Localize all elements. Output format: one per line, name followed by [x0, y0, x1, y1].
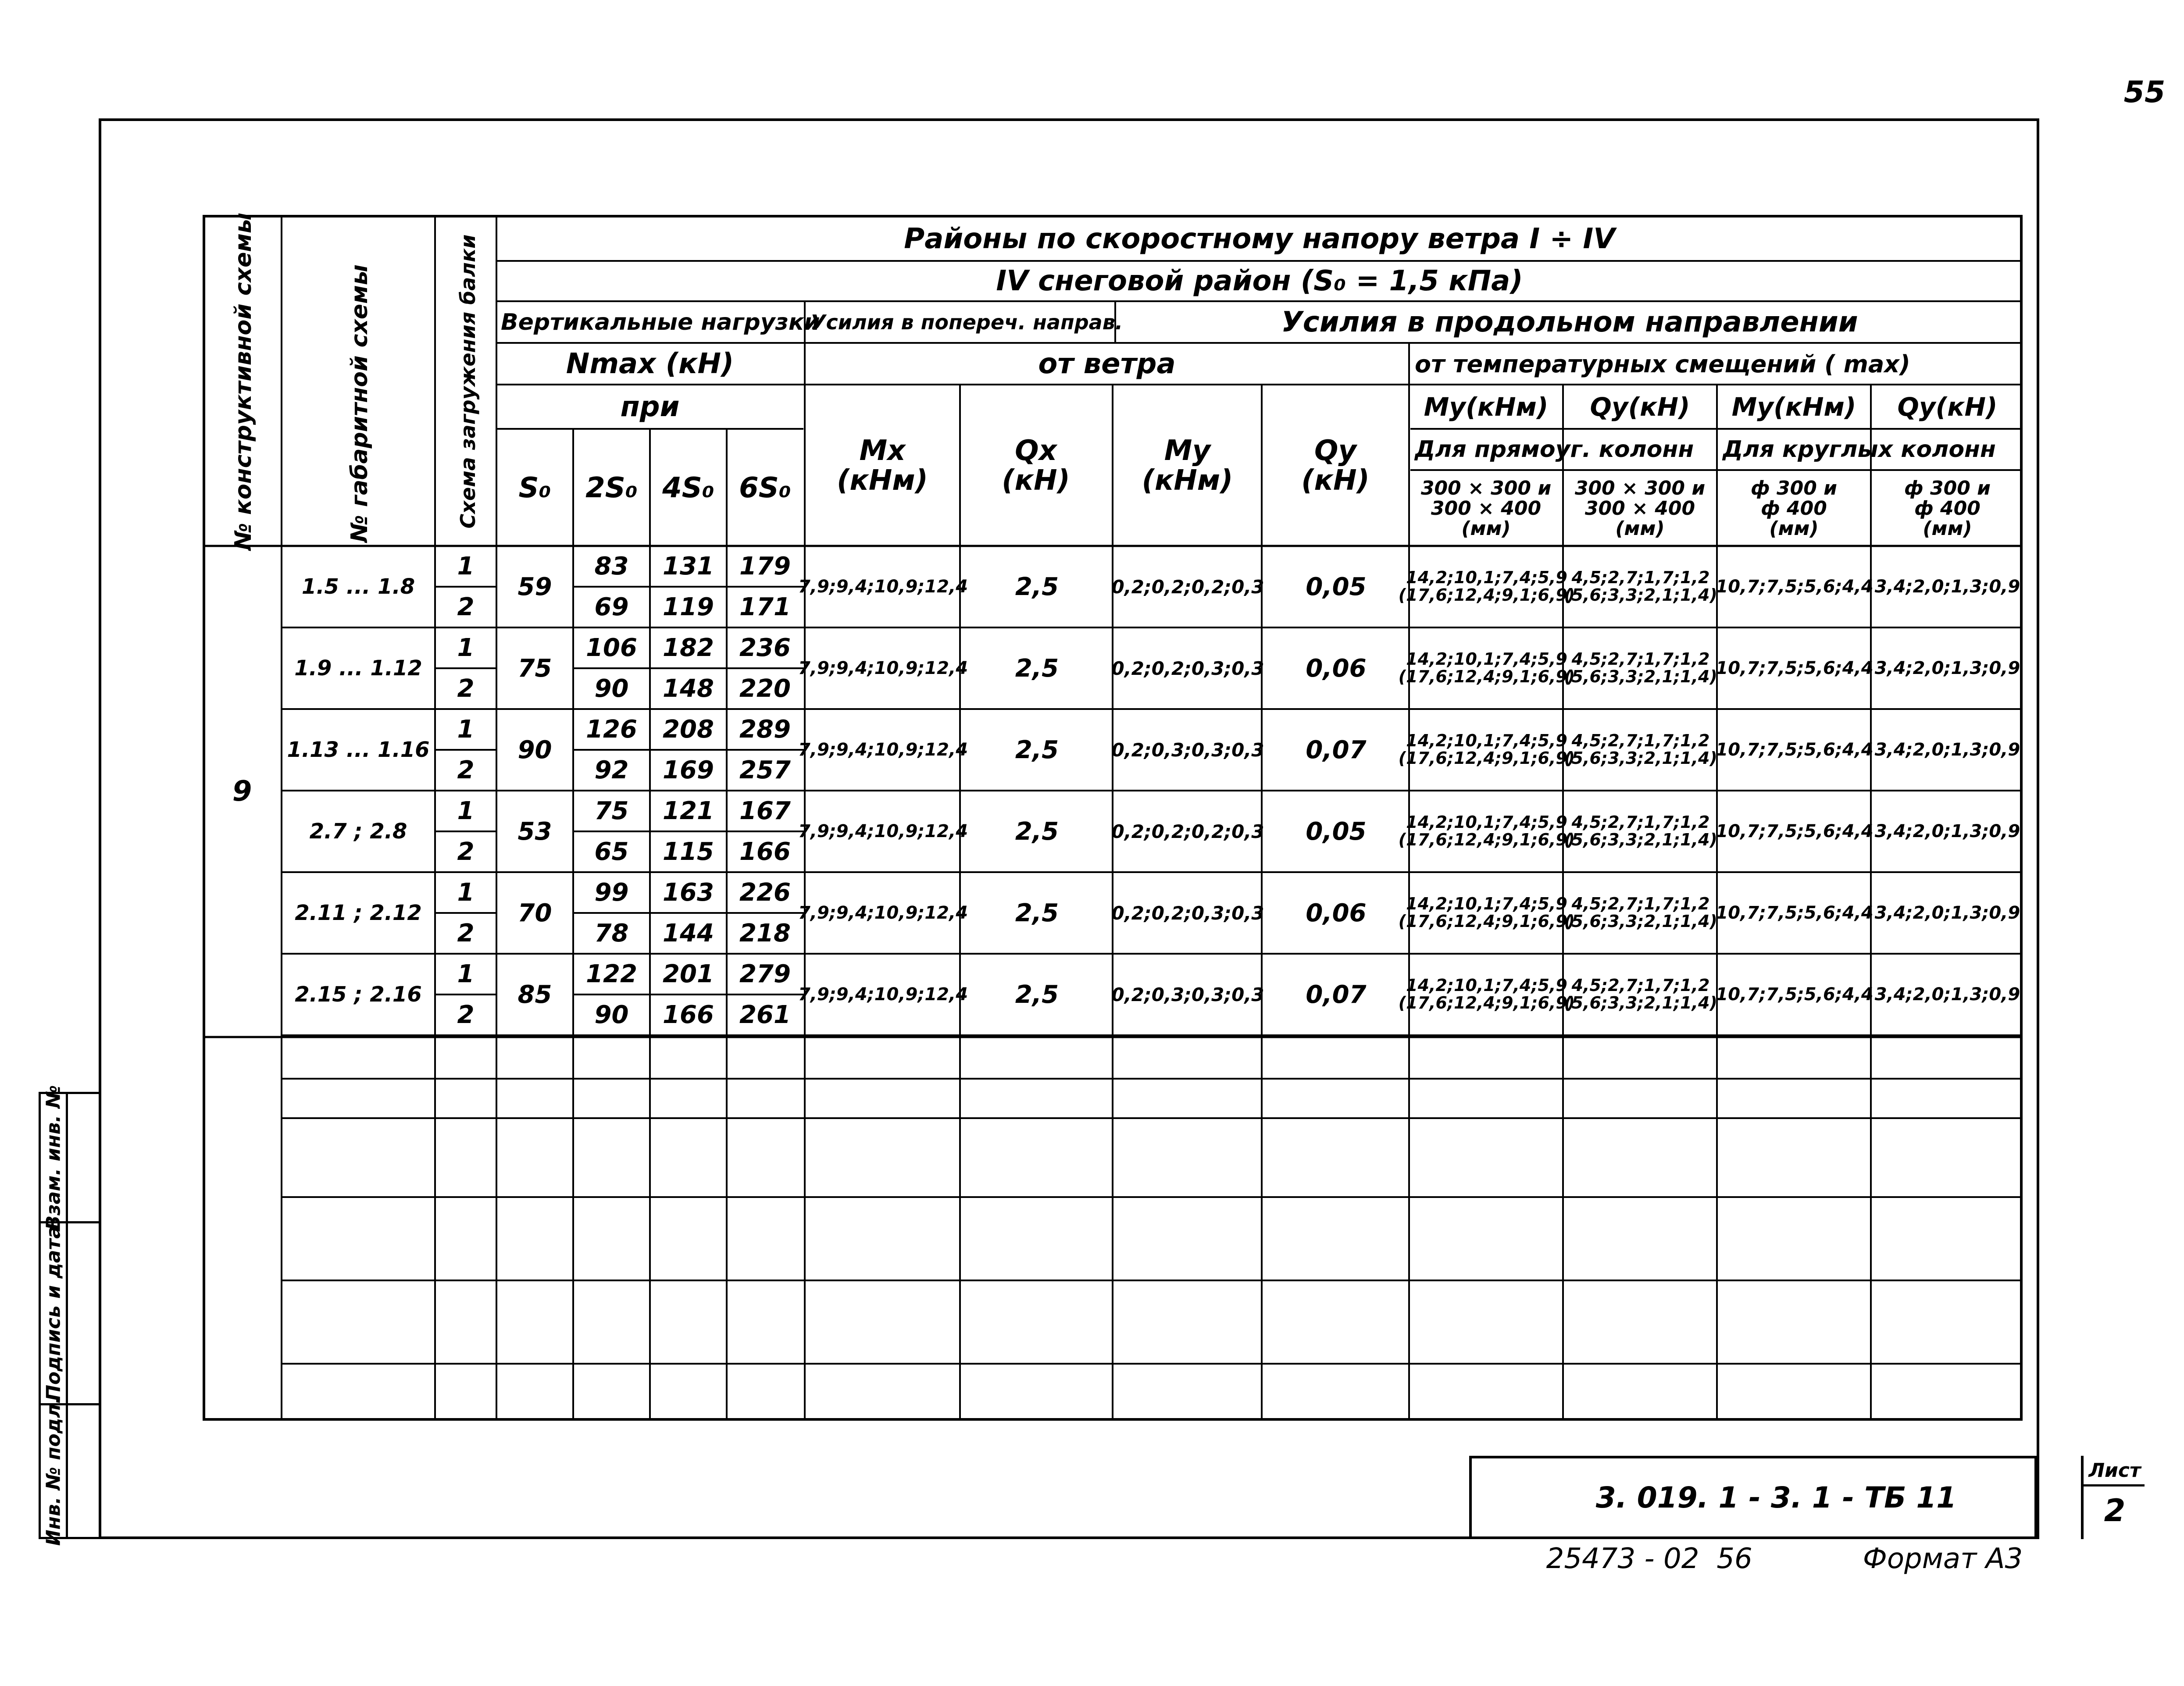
n-6s0-value: 171 [739, 593, 791, 621]
cell-line: (17,6;12,4;9,1;6,9) [1398, 749, 1575, 768]
qy-temp-rect-header: Qy(кН) [1590, 392, 1690, 422]
n-6s0-value: 279 [739, 960, 791, 988]
page-number: 55 [2123, 75, 2166, 110]
load-scheme: 1 [457, 878, 475, 907]
qx-label: Qx [1015, 435, 1057, 467]
qy-temp-round-header: Qy(кН) [1897, 392, 1998, 422]
load-scheme: 1 [457, 715, 475, 744]
n-4s0-value: 166 [663, 1001, 714, 1029]
load-scheme: 2 [457, 593, 475, 621]
temp-qy-rect [1564, 872, 1717, 954]
load-scheme: 2 [457, 756, 475, 784]
n-6s0-value: 218 [739, 919, 791, 948]
wind-mx: 7,9;9,4;10,9;12,4 [798, 577, 968, 597]
n-2s0-value: 126 [586, 715, 637, 744]
cell-line: (5,6;3,3;2,1;1,4) [1564, 993, 1717, 1012]
rect-size-header [1410, 471, 1562, 546]
n-2s0-value: 65 [594, 838, 629, 866]
crane-scheme-header: Схема загружения балки [456, 234, 480, 529]
n-s0-value: 75 [517, 654, 552, 683]
round-size-b: ф 400 [1914, 497, 1981, 520]
side-stamp-vzam: Взам. инв. № [42, 1085, 65, 1230]
round-size-mm: (мм) [1769, 517, 1819, 540]
n-2s0-value: 90 [594, 1001, 629, 1029]
cell-line: 4,5;2,7;1,7;1,2 [1571, 976, 1710, 995]
load-scheme: 2 [457, 1001, 475, 1029]
doc-number: 25473 - 02 [1546, 1543, 1699, 1575]
temp-qy-rect [1564, 627, 1717, 709]
wind-header: от ветра [1038, 348, 1176, 380]
qy-unit: (кН) [1301, 464, 1370, 497]
wind-mx: 7,9;9,4;10,9;12,4 [798, 658, 968, 678]
n-6s0-value: 179 [739, 552, 791, 581]
mx-unit: (кНм) [837, 464, 928, 497]
dimension-scheme: 1.13 ... 1.16 [287, 738, 430, 762]
wind-qx: 2,5 [1015, 735, 1059, 764]
round-size-header [1718, 471, 1870, 546]
qx-unit: (кН) [1002, 464, 1070, 497]
temp-my-round: 10,7;7,5;5,6;4,4 [1716, 740, 1874, 760]
round-size-header-2 [1872, 471, 2023, 546]
n-2s0-value: 75 [594, 797, 629, 825]
n-6s0-value: 257 [739, 756, 791, 784]
temp-my-round: 10,7;7,5;5,6;4,4 [1716, 658, 1874, 678]
n-2s0-value: 106 [586, 634, 637, 662]
qy-label: Qy [1314, 435, 1357, 467]
wind-qy: 0,07 [1306, 735, 1367, 764]
wind-qx: 2,5 [1015, 817, 1059, 846]
col-s0: S₀ [518, 471, 551, 504]
mx-label: Mx [859, 435, 906, 467]
side-stamp-inv: Инв. № подл. [42, 1396, 65, 1546]
drawing-code: 3. 019. 1 - 3. 1 - ТБ 11 [1595, 1480, 1957, 1515]
cell-line: 4,5;2,7;1,7;1,2 [1571, 731, 1710, 751]
cell-line: (5,6;3,3;2,1;1,4) [1564, 749, 1717, 768]
n-6s0-value: 166 [739, 838, 791, 866]
n-2s0-value: 99 [594, 878, 629, 907]
n-s0-value: 85 [517, 980, 552, 1009]
temp-my-rect [1398, 709, 1575, 791]
wind-mx: 7,9;9,4;10,9;12,4 [798, 903, 968, 923]
cell-line: 14,2;10,1;7,4;5,9 [1406, 731, 1567, 751]
cell-line: 4,5;2,7;1,7;1,2 [1571, 894, 1710, 914]
sheet-number: 2 [2104, 1493, 2126, 1529]
temperature-header: от температурных смещений ( max) [1415, 350, 1910, 378]
temp-qy-rect [1564, 709, 1717, 791]
my-header [1114, 386, 1261, 546]
pri-header: при [620, 390, 680, 423]
qy-header [1263, 386, 1408, 546]
temp-my-rect [1398, 627, 1575, 709]
cell-line: (17,6;12,4;9,1;6,9) [1398, 667, 1575, 686]
n-6s0-value: 261 [739, 1001, 791, 1029]
cell-line: (5,6;3,3;2,1;1,4) [1564, 585, 1717, 605]
n-4s0-value: 201 [663, 960, 714, 988]
rect-columns-header: Для прямоуг. колонн [1415, 436, 1694, 463]
wind-mx: 7,9;9,4;10,9;12,4 [798, 740, 968, 760]
wind-my: 0,2;0,2;0,3;0,3 [1111, 657, 1264, 679]
round-size-a: ф 300 и [1904, 477, 1991, 499]
col-2s0: 2S₀ [585, 471, 638, 504]
n-6s0-value: 289 [739, 715, 791, 744]
my-temp-round-header: My(кНм) [1731, 392, 1856, 422]
cell-line: (5,6;3,3;2,1;1,4) [1564, 667, 1717, 686]
sheet-label: Лист [2088, 1459, 2141, 1482]
temp-qy-rect [1564, 546, 1717, 627]
title-block-divider [2081, 1456, 2084, 1539]
n-4s0-value: 169 [663, 756, 714, 784]
mx-header [806, 386, 959, 546]
load-scheme: 1 [457, 960, 475, 988]
rect-size-a: 300 × 300 и [1420, 477, 1552, 499]
n-2s0-value: 90 [594, 674, 629, 703]
transverse-header: Усилия в попереч. направ. [810, 310, 1123, 334]
rect-size-a: 300 × 300 и [1574, 477, 1706, 499]
cell-line: 4,5;2,7;1,7;1,2 [1571, 568, 1710, 588]
temp-qy-round: 3,4;2,0;1,3;0,9 [1874, 984, 2020, 1005]
wind-mx: 7,9;9,4;10,9;12,4 [798, 984, 968, 1005]
longitudinal-header: Усилия в продольном направлении [1281, 306, 1858, 339]
rect-size-b: 300 × 400 [1584, 497, 1695, 520]
wind-qy: 0,06 [1306, 654, 1367, 683]
dimension-scheme: 2.7 ; 2.8 [309, 819, 407, 844]
n-4s0-value: 148 [663, 674, 714, 703]
cell-line: 14,2;10,1;7,4;5,9 [1406, 894, 1567, 914]
wind-qy: 0,05 [1306, 817, 1367, 846]
wind-qx: 2,5 [1015, 980, 1059, 1009]
qx-header [961, 386, 1110, 546]
n-s0-value: 53 [517, 817, 552, 846]
temp-qy-round: 3,4;2,0;1,3;0,9 [1874, 740, 2020, 760]
load-scheme: 1 [457, 552, 475, 581]
temp-qy-round: 3,4;2,0;1,3;0,9 [1874, 577, 2020, 597]
rect-size-mm: (мм) [1461, 517, 1511, 540]
temp-my-round: 10,7;7,5;5,6;4,4 [1716, 821, 1874, 841]
temp-qy-round: 3,4;2,0;1,3;0,9 [1874, 903, 2020, 923]
n-4s0-value: 144 [663, 919, 714, 948]
wind-my: 0,2;0,2;0,2;0,3 [1111, 576, 1264, 598]
temp-my-rect [1398, 954, 1575, 1035]
dimension-scheme: 1.9 ... 1.12 [294, 656, 422, 681]
cell-line: (17,6;12,4;9,1;6,9) [1398, 912, 1575, 931]
wind-my: 0,2;0,2;0,2;0,3 [1111, 820, 1264, 842]
temp-my-round: 10,7;7,5;5,6;4,4 [1716, 903, 1874, 923]
structural-scheme-header: № конструктивной схемы [230, 213, 257, 550]
load-scheme: 1 [457, 634, 475, 662]
cell-line: (5,6;3,3;2,1;1,4) [1564, 830, 1717, 849]
cell-line: 14,2;10,1;7,4;5,9 [1406, 976, 1567, 995]
n-6s0-value: 167 [739, 797, 791, 825]
rect-size-mm: (мм) [1615, 517, 1665, 540]
format-label: Формат А3 [1863, 1543, 2023, 1575]
my-temp-rect-header: My(кНм) [1424, 392, 1549, 422]
n-s0-value: 70 [517, 898, 552, 927]
temp-my-rect [1398, 791, 1575, 872]
snow-header: IV снеговой район (S₀ = 1,5 кПа) [996, 264, 1523, 297]
cell-line: (17,6;12,4;9,1;6,9) [1398, 830, 1575, 849]
temp-qy-round: 3,4;2,0;1,3;0,9 [1874, 821, 2020, 841]
wind-qx: 2,5 [1015, 572, 1059, 601]
dimension-scheme-header: № габаритной схемы [346, 264, 373, 542]
wind-my: 0,2;0,3;0,3;0,3 [1111, 739, 1264, 761]
wind-my: 0,2;0,2;0,3;0,3 [1111, 902, 1264, 924]
vertical-loads-header: Вертикальные нагрузки [501, 309, 820, 335]
n-4s0-value: 131 [663, 552, 714, 581]
n-2s0-value: 83 [594, 552, 629, 581]
cell-line: 14,2;10,1;7,4;5,9 [1406, 649, 1567, 669]
col-6s0: 6S₀ [739, 471, 791, 504]
regions-header: Районы по скоростному напору ветра I ÷ IV [904, 223, 1615, 255]
round-size-mm: (мм) [1923, 517, 1972, 540]
dimension-scheme: 2.11 ; 2.12 [295, 901, 422, 925]
n-6s0-value: 226 [739, 878, 791, 907]
load-scheme: 2 [457, 919, 475, 948]
wind-qx: 2,5 [1015, 898, 1059, 927]
wind-my: 0,2;0,3;0,3;0,3 [1111, 984, 1264, 1005]
cell-line: (5,6;3,3;2,1;1,4) [1564, 912, 1717, 931]
temp-qy-round: 3,4;2,0;1,3;0,9 [1874, 658, 2020, 678]
cell-line: (17,6;12,4;9,1;6,9) [1398, 993, 1575, 1012]
nmax-header: Nmax (кН) [566, 348, 734, 380]
rect-size-b: 300 × 400 [1431, 497, 1542, 520]
wind-qy: 0,07 [1306, 980, 1367, 1009]
structural-scheme-value: 9 [232, 775, 252, 808]
n-4s0-value: 163 [663, 878, 714, 907]
dimension-scheme: 1.5 ... 1.8 [301, 574, 415, 599]
n-4s0-value: 182 [663, 634, 714, 662]
temp-my-round: 10,7;7,5;5,6;4,4 [1716, 984, 1874, 1005]
n-2s0-value: 92 [594, 756, 629, 784]
temp-qy-rect [1564, 954, 1717, 1035]
cell-line: 4,5;2,7;1,7;1,2 [1571, 813, 1710, 832]
round-columns-header: Для круглых колонн [1723, 436, 1996, 463]
load-scheme: 2 [457, 674, 475, 703]
wind-mx: 7,9;9,4;10,9;12,4 [798, 821, 968, 841]
round-size-a: ф 300 и [1751, 477, 1837, 499]
load-scheme: 2 [457, 838, 475, 866]
n-2s0-value: 69 [594, 593, 629, 621]
temp-my-round: 10,7;7,5;5,6;4,4 [1716, 577, 1874, 597]
col-4s0: 4S₀ [662, 471, 714, 504]
n-2s0-value: 122 [586, 960, 637, 988]
cell-line: 4,5;2,7;1,7;1,2 [1571, 649, 1710, 669]
cell-line: 14,2;10,1;7,4;5,9 [1406, 568, 1567, 588]
n-s0-value: 90 [517, 735, 552, 764]
temp-my-rect [1398, 872, 1575, 954]
n-4s0-value: 121 [663, 797, 714, 825]
dimension-scheme: 2.15 ; 2.16 [295, 982, 422, 1007]
n-6s0-value: 236 [739, 634, 791, 662]
n-4s0-value: 115 [663, 838, 714, 866]
n-s0-value: 59 [517, 572, 552, 601]
temp-qy-rect [1564, 791, 1717, 872]
footer-page: 56 [1717, 1543, 1752, 1575]
round-size-b: ф 400 [1761, 497, 1827, 520]
n-2s0-value: 78 [594, 919, 629, 948]
cell-line: 14,2;10,1;7,4;5,9 [1406, 813, 1567, 832]
n-6s0-value: 220 [739, 674, 791, 703]
side-stamp-signature: Подпись и дата [42, 1226, 65, 1401]
n-4s0-value: 119 [663, 593, 714, 621]
wind-qy: 0,05 [1306, 572, 1367, 601]
my-unit: (кНм) [1142, 464, 1233, 497]
n-4s0-value: 208 [663, 715, 714, 744]
wind-qy: 0,06 [1306, 898, 1367, 927]
cell-line: (17,6;12,4;9,1;6,9) [1398, 585, 1575, 605]
load-scheme: 1 [457, 797, 475, 825]
my-label: My [1164, 435, 1211, 467]
rect-size-header-2 [1564, 471, 1716, 546]
temp-my-rect [1398, 546, 1575, 627]
wind-qx: 2,5 [1015, 654, 1059, 683]
